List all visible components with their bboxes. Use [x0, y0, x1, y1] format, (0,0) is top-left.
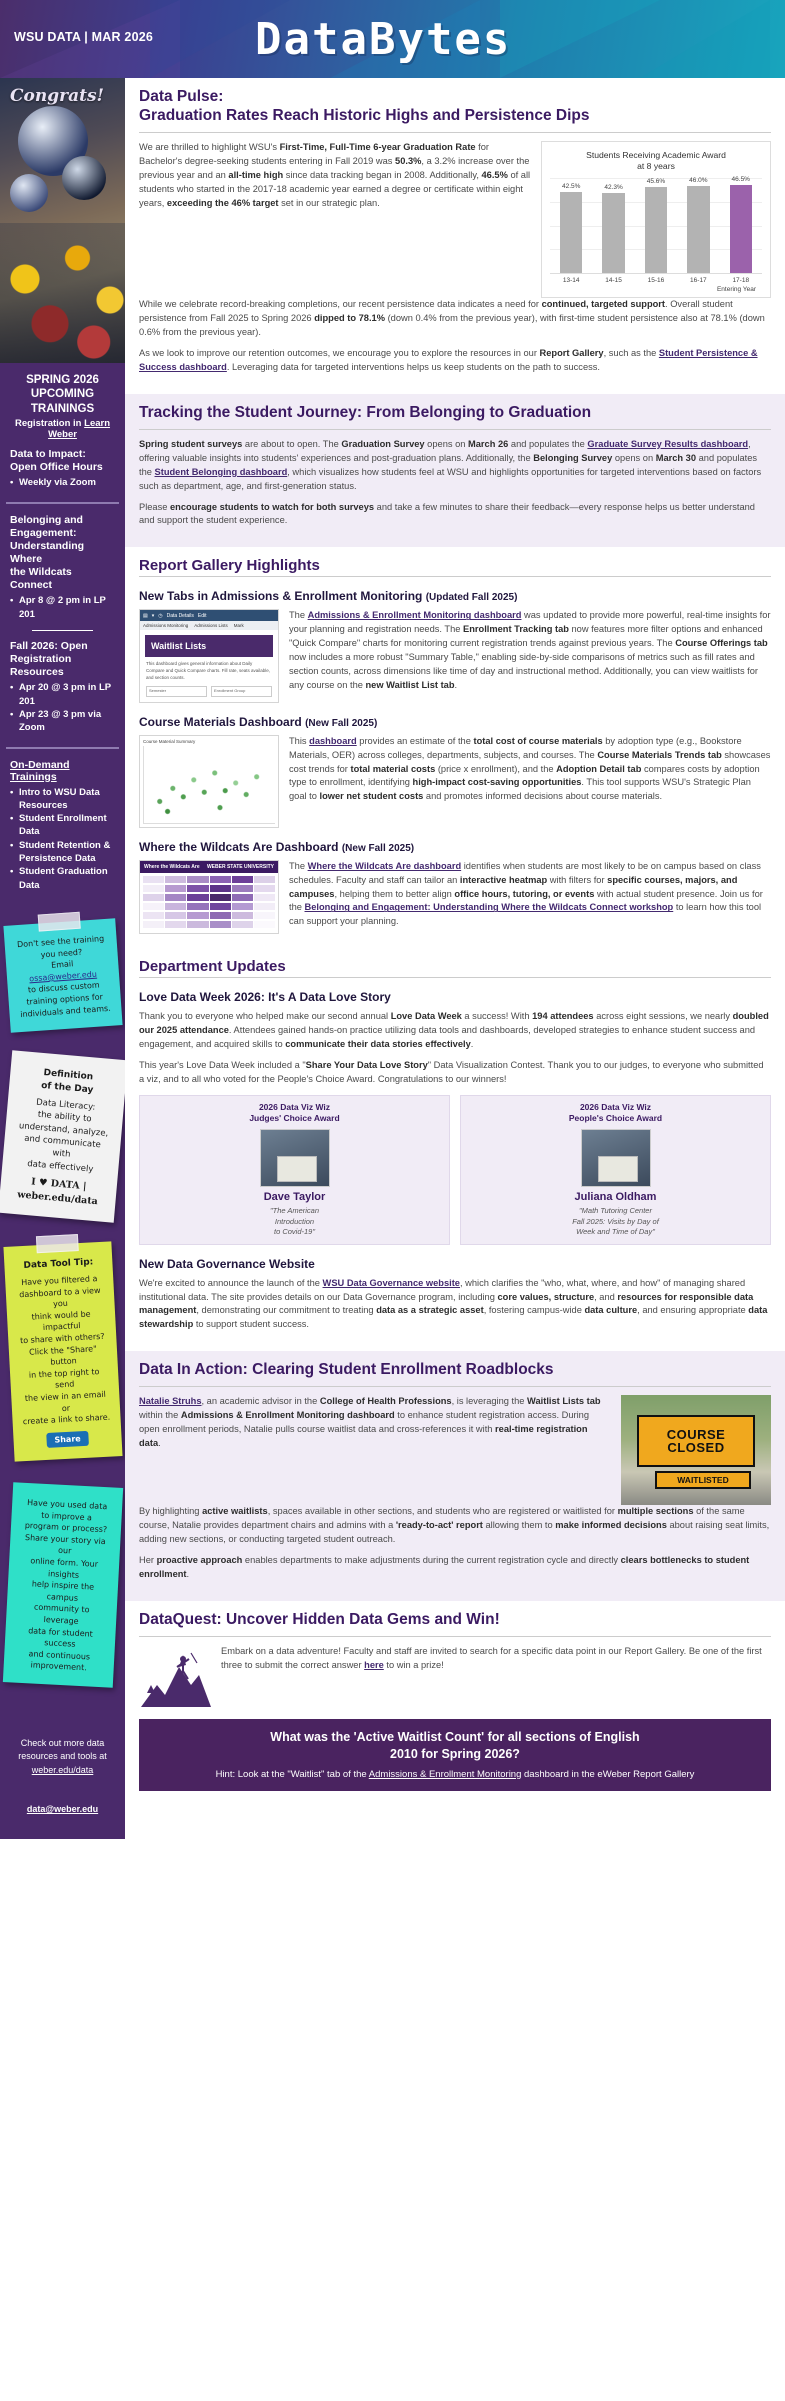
note-line: Have you filtered a [20, 1273, 98, 1287]
heatmap-cell [187, 921, 208, 928]
on-demand-item[interactable]: • Student Retention & Persistence Data [10, 839, 115, 866]
trainings-heading [10, 373, 115, 416]
university-label: WEBER STATE UNIVERSITY [206, 863, 274, 870]
footer-line1: Check out more data [20, 1737, 105, 1748]
registration-prefix: Registration in [14, 418, 85, 430]
department-updates-section [125, 948, 785, 1351]
tab-admissions-lists: Admissions Lists [194, 623, 228, 629]
heatmap-cell [254, 921, 275, 928]
gallery-item-1-body: This dashboard provides an estimate of the total cost of course materials by adoption type (e.g., Bookstore Materials, OER) across colleges, departments, subjects, and courses. The Course Materials Trends tab showcases cost trends for total material costs (price x enrollment), and the Adoption Detail tab compares costs by adoption type to enrollment, identifying high-impact cost-saving opportunities. This tool supports WSU's Strategic Plan goal to lower net student costs and promotes informed decisions about course materials. [289, 735, 771, 802]
heatmap-cell [165, 894, 186, 901]
chart-plot-area [550, 175, 762, 274]
waitlisted-sign: WAITLISTED [655, 1471, 751, 1489]
training-request-note [3, 918, 122, 1033]
note-title: Data Tool Tip: [22, 1256, 94, 1271]
title-rule [139, 576, 771, 577]
dataquest-hint: Hint: Look at the "Waitlist" tab of the Admissions & Enrollment Monitoring dashboard in the eWeber Report Gallery [215, 1768, 695, 1780]
wildcats-heatmap-screenshot[interactable] [139, 860, 279, 934]
heatmap-cell [143, 912, 164, 919]
note-line: in the top right to send [28, 1366, 100, 1390]
heatmap-cell [143, 885, 164, 892]
chart-bar [560, 192, 582, 273]
chart-bar [687, 186, 709, 273]
data-in-action-section [125, 1351, 785, 1601]
heatmap-row [143, 912, 275, 919]
report-gallery-section [125, 547, 785, 948]
on-demand-item[interactable]: • Student Graduation Data [10, 865, 115, 892]
where-wildcats-are-dashboard-link[interactable]: Where the Wildcats Are dashboard [307, 860, 462, 871]
heatmap-cell [210, 912, 231, 919]
event-2-list [10, 681, 115, 734]
award-kicker: 2026 Data Viz Wiz People's Choice Award [568, 1102, 663, 1124]
dataquest-question [153, 1729, 757, 1763]
chart-title-line1: Students Receiving Academic Award [586, 149, 726, 160]
heatmap-row [143, 876, 275, 883]
heatmap-cell [143, 921, 164, 928]
data-tool-tip-note [3, 1241, 122, 1462]
tab-mark: Mark [233, 623, 244, 629]
note-line: data for student success [27, 1625, 93, 1649]
heatmap-cell [232, 894, 253, 901]
tape-decoration [37, 912, 80, 932]
footer-line2: resources and tools at [18, 1751, 107, 1762]
congrats-text: Congrats! [10, 86, 104, 106]
student-belonging-dashboard-link[interactable]: Student Belonging dashboard [154, 466, 288, 477]
dataquest-intro: Embark on a data adventure! Faculty and staff are invited to search for a specific data point in our Report Gallery. Be one of the first three to submit the correct answer here to win a prize! [221, 1645, 762, 1670]
belonging-engagement-workshop-link[interactable]: Belonging and Engagement: Understanding Where the Wildcats Connect workshop [304, 902, 674, 913]
title-rule [139, 429, 771, 430]
love-data-week-paragraph-1: Thank you to everyone who helped make our second annual Love Data Week a success! With 194 attendees across eight sessions, we nearly doubled our 2025 attendance. Attendees gained hands-on practice utilizing data tools and dashboards, developed strategies to enhance student success and engagement, and acquired skills to communicate their data stories effectively. [139, 1011, 769, 1050]
heatmap-cell [187, 894, 208, 901]
gallery-item-1-heading: Course Materials Dashboard (New Fall 2025) [139, 714, 378, 729]
winner-name: Dave Taylor [263, 1191, 326, 1204]
chart-bars [550, 175, 762, 273]
edit-label: Edit [197, 612, 207, 619]
question-line1: What was the 'Active Waitlist Count' for all sections of English [270, 1729, 640, 1744]
data-in-action-paragraph-3: Her proactive approach enables departments to make adjustments during the current registration cycle and directly clears bottlenecks to student enrollment. [139, 1555, 750, 1579]
note-title-line2: of the Day [40, 1081, 94, 1096]
sticky-notes-area [0, 904, 125, 1721]
event-0-title-line2: Open Office Hours [10, 461, 103, 474]
heatmap-cell [232, 921, 253, 928]
newsletter-title: DataBytes [255, 14, 512, 65]
chart-title [550, 150, 762, 172]
note-line: data effectively [26, 1158, 94, 1175]
scatter-plot-thumbnail [143, 746, 275, 824]
note-line: Click the "Share" button [28, 1343, 97, 1367]
course-closed-sign-photo [621, 1395, 771, 1505]
semester-filter: Semester [146, 686, 207, 697]
x-tick-label: 17-18 [732, 277, 750, 285]
note-line: training options for [25, 992, 103, 1007]
heatmap-row [143, 894, 275, 901]
banner-facet [640, 0, 770, 78]
note-line: program or process? [24, 1521, 107, 1535]
question-line2: 2010 for Spring 2026? [390, 1746, 520, 1761]
data-pulse-columns [139, 141, 771, 298]
heatmap-cell [143, 903, 164, 910]
grid-icon: ▤ [143, 612, 148, 619]
x-tick-label: 13-14 [562, 277, 580, 285]
data-in-action-title: Data In Action: Clearing Student Enrollment Roadblocks [139, 1361, 554, 1379]
note-line: individuals and teams. [19, 1003, 111, 1019]
note-line: you need? [39, 947, 82, 960]
chart-bar-group [596, 178, 632, 273]
award-kicker: 2026 Data Viz Wiz Judges' Choice Award [249, 1102, 340, 1124]
student-journey-section [125, 394, 785, 548]
title-rule [139, 132, 771, 133]
heatmap-cell [232, 912, 253, 919]
gallery-item-2-note: (New Fall 2025) [341, 842, 415, 854]
gallery-item-1-text [289, 735, 771, 812]
x-tick-label: 15-16 [647, 277, 665, 285]
chart-bar-group [723, 175, 759, 273]
learn-weber-link[interactable]: Learn Weber [48, 418, 111, 441]
i-love-data-tagline: I ♥ DATA | weber.edu/data [16, 1176, 98, 1208]
winner-viz-title: "Math Tutoring Center Fall 2025: Visits by Day of Week and Time of Day" [572, 1206, 659, 1237]
note-title [18, 1065, 116, 1099]
data-in-action-paragraph-1: Natalie Struhs, an academic advisor in the College of Health Professions, is leveraging the Waitlist Lists tab within the Admissions & Enrollment Monitoring dashboard to enhance student registration access. During open enrollment periods, Natalie pulls course waitlist data and cross-references it with real-time registration data. [139, 1396, 601, 1449]
gallery-item-0-body: The Admissions & Enrollment Monitoring dashboard was updated to provide more powerful, real-time insights for your planning and registration needs. The Enrollment Tracking tab now features more filter options and enhanced "Quick Compare" charts for monitoring current registration trends against previous years. The Course Offerings tab now includes a more robust "Summary Table," enabling side-by-side comparisons of metrics such as fill rates and section counts, across dimensions like time of day and instructional method. Additionally, you can view waitlists for any course on the new Waitlist List tab. [289, 610, 771, 691]
note-line: and continuous improvement. [27, 1648, 90, 1673]
note-line: online form. Your insights [29, 1556, 98, 1580]
bar-value-label: 42.5% [561, 183, 581, 191]
event-2-item: • Apr 20 @ 3 pm in LP 201 [10, 681, 115, 708]
weber-data-link[interactable]: weber.edu/data [31, 1764, 94, 1775]
award-winners-row [139, 1095, 771, 1245]
event-1-item: • Apr 8 @ 2 pm in LP 201 [10, 594, 115, 621]
title-rule [139, 977, 771, 978]
heatmap-cell [210, 876, 231, 883]
graduate-survey-results-dashboard-link[interactable]: Graduate Survey Results dashboard [587, 438, 749, 449]
student-persistence-dashboard-link[interactable]: Student Persistence & Success dashboard [139, 347, 758, 372]
note-line: think would be impactful [30, 1308, 91, 1333]
heatmap-cell [254, 876, 275, 883]
note-line: and communicate with [23, 1133, 101, 1161]
on-demand-item[interactable]: • Intro to WSU Data Resources [10, 786, 115, 813]
chart-bar [645, 187, 667, 274]
winner-photo [260, 1129, 330, 1187]
flowers-decoration [0, 223, 125, 363]
issue-label: WSU DATA | MAR 2026 [14, 30, 154, 44]
winner-photo [581, 1129, 651, 1187]
data-in-action-text [139, 1395, 611, 1458]
clock-icon: ◷ [158, 612, 163, 619]
data-pulse-section [125, 78, 785, 394]
heatmap-row [143, 903, 275, 910]
heatmap-cell [187, 885, 208, 892]
on-demand-list [10, 786, 115, 892]
heatmap-cell [210, 903, 231, 910]
dataquest-section [125, 1601, 785, 1803]
event-1-title-line2: Engagement: [10, 526, 77, 539]
heatmap-cell [187, 876, 208, 883]
note-line: Have you used data [26, 1497, 107, 1512]
bar-value-label: 46.0% [689, 176, 708, 184]
note-line: community to leverage [33, 1602, 90, 1626]
note-line: Share your story via our [24, 1532, 106, 1556]
bar-value-label: 46.5% [731, 175, 750, 183]
chevron-down-icon: ▾ [151, 612, 155, 619]
x-tick-label: 16-17 [690, 277, 707, 285]
registration-note [10, 418, 115, 440]
gallery-item-1 [139, 735, 771, 828]
heatmap-cell [232, 876, 253, 883]
heatmap-cell [232, 903, 253, 910]
heatmap-cell [254, 903, 275, 910]
event-1-title-line1: Belonging and [10, 513, 83, 526]
sign-line1: COURSE [666, 1426, 726, 1442]
balloon-decoration [62, 156, 106, 200]
gallery-item-2-text [289, 860, 771, 937]
gallery-item-0-heading: New Tabs in Admissions & Enrollment Monitoring (Updated Fall 2025) [139, 589, 518, 604]
heatmap-cell [232, 885, 253, 892]
chart-bar-group [553, 178, 589, 273]
gallery-item-0-note: (Updated Fall 2025) [425, 592, 518, 604]
note-line: to improve a [40, 1510, 92, 1522]
heatmap-cell [210, 894, 231, 901]
course-materials-dashboard-link[interactable]: dashboard [309, 735, 357, 746]
course-materials-screenshot[interactable] [139, 735, 279, 828]
upcoming-trainings-block [0, 363, 125, 502]
screenshot-tabs [140, 621, 278, 630]
data-pulse-title-line1: Data Pulse: [139, 88, 224, 105]
data-details-label: Data Details [166, 612, 194, 619]
chart-x-axis-title: Entering Year [716, 286, 756, 294]
note-line: to share with others? [19, 1331, 105, 1345]
mountain-climber-icon [139, 1645, 213, 1711]
department-updates-title: Department Updates [139, 958, 286, 976]
contact-email-link[interactable]: data@weber.edu [26, 1804, 99, 1815]
heatmap-cell [143, 876, 164, 883]
chart-bar-group [680, 178, 716, 273]
on-demand-item[interactable]: • Student Enrollment Data [10, 812, 115, 839]
trainings-heading-line2: UPCOMING TRAININGS [30, 388, 95, 415]
body-wrapper [0, 78, 785, 1839]
heatmap-cell [165, 921, 186, 928]
definition-term: Data Literacy: [35, 1097, 96, 1113]
academic-award-chart [541, 141, 771, 298]
header-banner [0, 0, 785, 78]
note-title-line1: Definition [42, 1068, 94, 1083]
title-rule [139, 1386, 771, 1387]
note-line: the ability to [36, 1110, 92, 1125]
data-in-action-paragraph-2: By highlighting active waitlists, spaces available in other sections, and students who are registered or waitlisted for multiple sections of the same course, Natalie provides department chairs and admins with a 'ready-to-act' report allowing them to make informed decisions about raising seat limits, adding new sections, or conducting targeted student outreach. [139, 1506, 770, 1545]
heatmap-cell [165, 876, 186, 883]
tape-decoration [35, 1234, 78, 1253]
journey-title: Tracking the Student Journey: From Belonging to Graduation [139, 403, 592, 421]
data-feedback-note [2, 1482, 122, 1687]
winner-name: Juliana Oldham [574, 1191, 657, 1204]
sidebar-short-divider [32, 630, 93, 631]
event-0-list [10, 476, 115, 489]
share-button[interactable]: Share [46, 1430, 89, 1448]
gallery-item-2-heading: Where the Wildcats Are Dashboard (New Fall 2025) [139, 839, 415, 854]
note-line: dashboard to a view you [18, 1285, 101, 1309]
gallery-item-0-text [289, 609, 771, 700]
data-pulse-paragraph-2: While we celebrate record-breaking completions, our recent persistence data indicates a need for continued, targeted support. Overall student persistence from Fall 2025 to Spring 2026 dipped to 78.1% (down 0.4% from the previous year), with first-time student persistence also at 78.1% (down 0.6% from the previous year). [139, 299, 765, 338]
sidebar-footer [0, 1721, 125, 1839]
heatmap-cell [254, 885, 275, 892]
enrollment-group-filter: Enrollment Group [211, 686, 272, 697]
event-2-title [10, 640, 115, 679]
data-in-action-columns [139, 1395, 771, 1505]
event-2-item: • Apr 23 @ 3 pm via Zoom [10, 708, 115, 735]
definition-of-the-day-note [0, 1050, 125, 1222]
event-2-title-line2: Registration Resources [10, 653, 72, 679]
admissions-enrollment-monitoring-link[interactable]: Admissions & Enrollment Monitoring dashboard [307, 610, 522, 621]
heatmap-cell [254, 894, 275, 901]
admissions-monitoring-hint-link[interactable]: Admissions & Enrollment Monitoring [368, 1768, 522, 1780]
on-demand-heading: On-Demand Trainings [10, 758, 70, 783]
heatmap-cell [165, 912, 186, 919]
data-pulse-title [139, 88, 771, 130]
dataquest-question-box [139, 1719, 771, 1791]
ossa-email-link[interactable]: ossa@weber.edu [28, 969, 97, 984]
journey-paragraph-2: Please encourage students to watch for both surveys and take a few minutes to share their feedback—every response helps us better understand and support the student experience. [139, 501, 755, 526]
award-card-peoples-choice [460, 1095, 771, 1245]
chart-bar [730, 185, 752, 273]
event-0-item: • Weekly via Zoom [10, 476, 115, 489]
note-line: the view in an email or [24, 1389, 106, 1413]
chart-bar-group [638, 178, 674, 273]
course-closed-sign [637, 1415, 755, 1467]
data-pulse-text [139, 141, 531, 218]
heatmap-grid [140, 873, 278, 933]
screenshot-title: Course Material Summary [143, 738, 196, 744]
heatmap-cell [187, 912, 208, 919]
screenshot-description: This dashboard gives general information about Daily Compare and Quick Compare charts. Fill rate, seats available, and section counts. [146, 661, 271, 680]
x-tick-label: 14-15 [605, 277, 622, 285]
heatmap-row [143, 885, 275, 892]
heatmap-cell [210, 921, 231, 928]
heatmap-cell [210, 885, 231, 892]
waitlist-lists-banner: Waitlist Lists [145, 635, 273, 657]
love-data-week-heading: Love Data Week 2026: It's A Data Love Story [139, 990, 391, 1005]
data-governance-paragraph: We're excited to announce the launch of the WSU Data Governance website, which clarifies the "who, what, where, and how" of managing shared institutional data. The site provides details on our Data Governance program, including core values, structure, and resources for responsible data management, demonstrating our commitment to treating data as a strategic asset, fostering campus-wide data culture, and ensuring appropriate data stewardship to support student success. [139, 1277, 768, 1330]
heatmap-row [143, 921, 275, 928]
note-line: to discuss custom [27, 980, 100, 995]
data-pulse-title-line2: Graduation Rates Reach Historic Highs and Persistence Dips [139, 106, 590, 124]
tab-admissions-monitoring: Admissions Monitoring [143, 623, 189, 629]
report-gallery-title: Report Gallery Highlights [139, 557, 320, 575]
screenshot-header [140, 861, 278, 873]
screenshot-filters [140, 686, 278, 702]
award-card-judges-choice [139, 1095, 450, 1245]
winner-viz-title: "The American Introduction to Covid-19" [269, 1206, 320, 1237]
heatmap-cell [165, 903, 186, 910]
note-line: understand, analyze, [17, 1120, 109, 1139]
event-item-0 [10, 448, 115, 490]
gallery-item-2 [139, 860, 771, 937]
sign-line2: CLOSED [667, 1440, 725, 1456]
chart-title-line2: at 8 years [637, 160, 675, 171]
note-line: create a link to share. [22, 1412, 110, 1426]
event-0-title [10, 448, 115, 474]
banner-facet [500, 0, 660, 78]
event-2-title-line1: Fall 2026: Open [10, 640, 88, 653]
event-1-title [10, 514, 115, 593]
balloon-decoration [10, 174, 48, 212]
admissions-dashboard-screenshot[interactable] [139, 609, 279, 702]
data-pulse-paragraph-1: We are thrilled to highlight WSU's First-Time, Full-Time 6-year Graduation Rate for Bachelor's degree-seeking students entering in Fall 2019 was 50.3%, a 3.2% increase over the previous year and an all-time high since data tracking began in 2008. Additionally, 46.5% of all students who started in the 2017-18 academic year earned a degree or certificate within eight years, exceeding the 46% target set in our strategic plan. [139, 141, 531, 208]
event-1-list [10, 594, 115, 621]
note-line: Don't see the training [16, 934, 104, 950]
note-line: Email [50, 959, 74, 970]
event-1-title-line3: Understanding Where [10, 539, 85, 566]
event-0-title-line1: Data to Impact: [10, 448, 86, 461]
sidebar [0, 78, 125, 1839]
heatmap-cell [187, 903, 208, 910]
trainings-heading-line1: SPRING 2026 [26, 374, 99, 386]
dataquest-intro-row [139, 1645, 771, 1711]
event-item-1 [0, 504, 125, 747]
on-demand-trainings-block [0, 749, 125, 904]
chart-x-axis [550, 277, 762, 284]
data-pulse-paragraph-3: As we look to improve our retention outcomes, we encourage you to explore the resources in our Report Gallery, such as the Student Persistence & Success dashboard. Leveraging data for targeted interventions helps us keep students on the path to success. [139, 347, 758, 372]
note-line: help inspire the campus [31, 1579, 94, 1603]
submit-answer-link[interactable]: here [364, 1659, 384, 1670]
bar-value-label: 45.6% [646, 177, 666, 185]
gallery-item-1-note: (New Fall 2025) [305, 717, 378, 729]
love-data-week-paragraph-2: This year's Love Data Week included a "Share Your Data Love Story" Data Visualization Contest. Thank you to our judges, to everyone who submitted a viz, and to all who voted for the People's Choice Award. Congratulations to our winners! [139, 1060, 764, 1085]
dataquest-title: DataQuest: Uncover Hidden Data Gems and Win! [139, 1610, 500, 1628]
heatmap-cell [165, 885, 186, 892]
natalie-struhs-link[interactable]: Natalie Struhs [139, 1396, 202, 1407]
main-content [125, 78, 785, 1839]
event-1-title-line4: the Wildcats Connect [10, 566, 72, 592]
data-governance-website-link[interactable]: WSU Data Governance website [322, 1277, 460, 1288]
screenshot-toolbar [140, 610, 278, 621]
screenshot-title: Where the Wildcats Are [144, 863, 200, 870]
title-rule [139, 1636, 771, 1637]
data-governance-heading: New Data Governance Website [139, 1256, 315, 1271]
chart-bar [602, 193, 624, 273]
bar-value-label: 42.3% [604, 183, 623, 191]
heatmap-cell [143, 894, 164, 901]
gallery-item-2-body: The Where the Wildcats Are dashboard identifies when students are most likely to be on campus based on class schedules. Faculty and staff can tailor an interactive heatmap with filters for specific courses, majors, and campuses, helping them to better align office hours, tutoring, or events with actual student presence. Join us for the Belonging and Engagement: Understanding Where the Wildcats Connect workshop to learn how this tool can support your planning. [289, 860, 763, 927]
gallery-item-0 [139, 609, 771, 702]
journey-paragraph-1: Spring student surveys are about to open. The Graduation Survey opens on March 26 and populates the Graduate Survey Results dashboard, offering valuable insights into students' experiences and post-graduation plans. Additionally, the Belonging Survey opens on March 30 and populates the Student Belonging dashboard, which visualizes how students feel at WSU and highlights opportunities for targeted interventions based on factors such as department, age, and first-generation status. [139, 438, 762, 491]
heatmap-cell [254, 912, 275, 919]
graduation-photo [0, 78, 125, 363]
